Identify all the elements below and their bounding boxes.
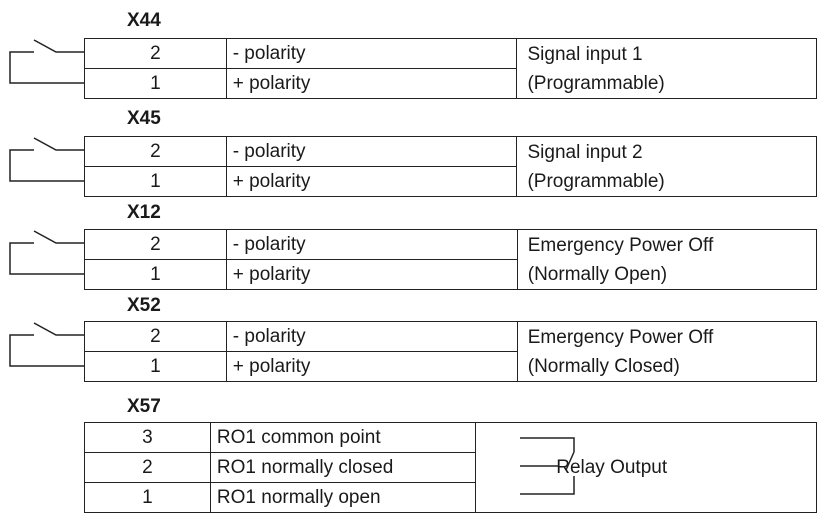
connector-label-x45: X45 (127, 108, 161, 129)
block-description: Emergency Power Off (Normally Open) (517, 230, 816, 290)
pin-function: RO1 common point (210, 423, 475, 453)
pin-function: RO1 normally closed (210, 453, 475, 483)
switch-symbol-icon (6, 136, 86, 198)
pin-number: 2 (85, 322, 227, 352)
pin-function: RO1 normally open (210, 483, 475, 513)
pin-number: 1 (85, 260, 227, 290)
pin-function: + polarity (226, 352, 517, 382)
pin-number: 3 (85, 423, 211, 453)
terminal-table-x12 (84, 229, 817, 290)
pin-function: - polarity (226, 322, 517, 352)
switch-symbol-icon (6, 321, 86, 383)
pin-function: + polarity (226, 260, 517, 290)
table-row (85, 322, 817, 352)
pin-function: - polarity (226, 39, 517, 69)
connector-label-x12: X12 (127, 202, 161, 223)
pin-number: 1 (85, 69, 227, 99)
block-description: Relay Output (476, 423, 817, 513)
connector-label-x52: X52 (127, 295, 161, 316)
pin-function: + polarity (226, 167, 517, 197)
pin-number: 1 (85, 483, 211, 513)
pin-number: 2 (85, 137, 227, 167)
pin-number: 2 (85, 39, 227, 69)
switch-symbol-icon (6, 38, 86, 100)
block-description: Signal input 1 (Programmable) (517, 39, 817, 99)
switch-symbol-icon (6, 229, 86, 291)
pin-function: - polarity (226, 137, 517, 167)
terminal-table-x52 (84, 321, 817, 382)
block-description: Emergency Power Off (Normally Closed) (517, 322, 816, 382)
pin-number: 2 (85, 453, 211, 483)
pin-number: 1 (85, 352, 227, 382)
terminal-table-x44 (84, 38, 817, 99)
table-row (85, 230, 817, 260)
block-description: Signal input 2 (Programmable) (517, 137, 817, 197)
connector-label-x57: X57 (127, 396, 161, 417)
table-row (85, 137, 817, 167)
table-row (85, 423, 817, 453)
relay-contact-icon (518, 430, 588, 500)
pin-function: - polarity (226, 230, 517, 260)
pin-function: + polarity (226, 69, 517, 99)
pin-number: 2 (85, 230, 227, 260)
terminal-table-x45 (84, 136, 817, 197)
pin-number: 1 (85, 167, 227, 197)
terminal-table-x57 (84, 422, 817, 513)
table-row (85, 39, 817, 69)
connector-label-x44: X44 (127, 10, 161, 31)
